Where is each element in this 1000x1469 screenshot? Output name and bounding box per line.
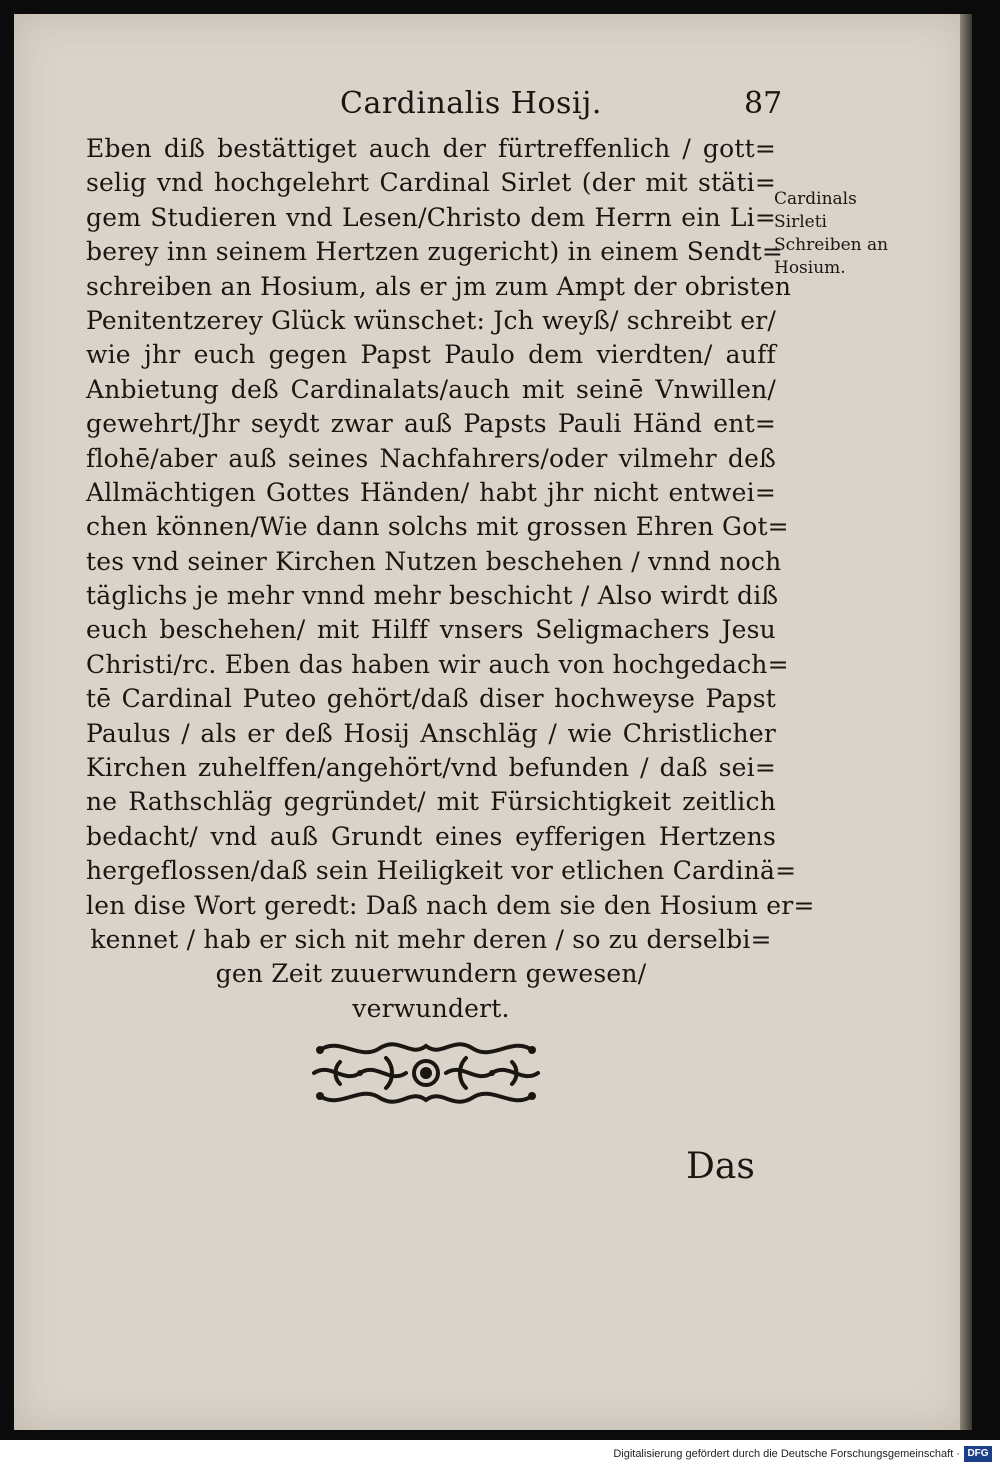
woodcut-ornament-icon	[300, 1032, 552, 1114]
text-line: euch beschehen/ mit Hilff vnsers Seligmachers Jesu	[86, 615, 776, 645]
text-line: wie jhr euch gegen Papst Paulo dem vierdten/ auff	[86, 340, 776, 370]
text-line: Penitentzerey Glück wünschet: Jch weyß/ schreibt er/	[86, 305, 776, 335]
marginal-line: Cardinals	[774, 189, 857, 209]
text-line: flohē/aber auß seines Nachfahrers/oder vilmehr deß	[86, 443, 776, 473]
text-line: chen können/Wie dann solchs mit grossen Ehren Got=	[86, 512, 789, 542]
dfg-logo: DFG	[964, 1446, 992, 1462]
text-line: Allmächtigen Gottes Händen/ habt jhr nicht entwei=	[86, 477, 776, 507]
marginal-line: Hosium.	[774, 258, 846, 278]
marginal-note	[774, 188, 904, 280]
text-line: gewehrt/Jhr seydt zwar auß Papsts Pauli Händ ent=	[86, 409, 776, 439]
page-number: 87	[744, 86, 783, 121]
text-line: bedacht/ vnd auß Grundt eines eyfferigen Hertzens	[86, 821, 776, 851]
funding-note: Digitalisierung gefördert durch die Deutsche Forschungsgemeinschaft ·	[613, 1448, 960, 1460]
text-line: Paulus / als er deß Hosij Anschläg / wie Christlicher	[86, 718, 776, 748]
text-line: hergeflossen/daß sein Heiligkeit vor etlichen Cardinä=	[86, 856, 797, 886]
text-line: tes vnd seiner Kirchen Nutzen beschehen / vnnd noch	[86, 546, 782, 576]
text-line: Kirchen zuhelffen/angehört/vnd befunden / daß sei=	[86, 753, 776, 783]
text-line: gen Zeit zuuerwundern gewesen/	[215, 959, 647, 989]
text-line: Anbietung deß Cardinalats/auch mit seinē Vnwillen/	[86, 374, 776, 404]
text-line: tē Cardinal Puteo gehört/daß diser hochweyse Papst	[86, 684, 776, 714]
text-line: selig vnd hochgelehrt Cardinal Sirlet (der mit stäti=	[86, 168, 776, 198]
page-edge	[960, 14, 972, 1430]
text-line: kennet / hab er sich nit mehr deren / so zu derselbi=	[90, 924, 772, 954]
catchword: Das	[686, 1146, 755, 1187]
text-line: gem Studieren vnd Lesen/Christo dem Herrn ein Li=	[86, 202, 776, 232]
text-line: verwundert.	[352, 993, 510, 1023]
marginal-line: Schreiben an	[774, 235, 889, 255]
text-line: täglichs je mehr vnnd mehr beschicht / Also wirdt diß	[86, 581, 779, 611]
text-line: Eben diß bestättiget auch der fürtreffenlich / gott=	[86, 134, 776, 163]
marginal-line: Sirleti	[774, 212, 827, 232]
text-line: schreiben an Hosium, als er jm zum Ampt der obristen	[86, 271, 792, 301]
footer-bar	[0, 1440, 1000, 1469]
running-head: Cardinalis Hosij.	[340, 86, 602, 121]
text-line: Christi/rc. Eben das haben wir auch von hochgedach=	[86, 649, 789, 679]
text-line: len dise Wort geredt: Daß nach dem sie den Hosium er=	[86, 890, 815, 920]
text-line: ne Rathschläg gegründet/ mit Fürsichtigkeit zeitlich	[86, 787, 776, 817]
text-line: berey inn seinem Hertzen zugericht) in einem Sendt=	[86, 237, 784, 267]
